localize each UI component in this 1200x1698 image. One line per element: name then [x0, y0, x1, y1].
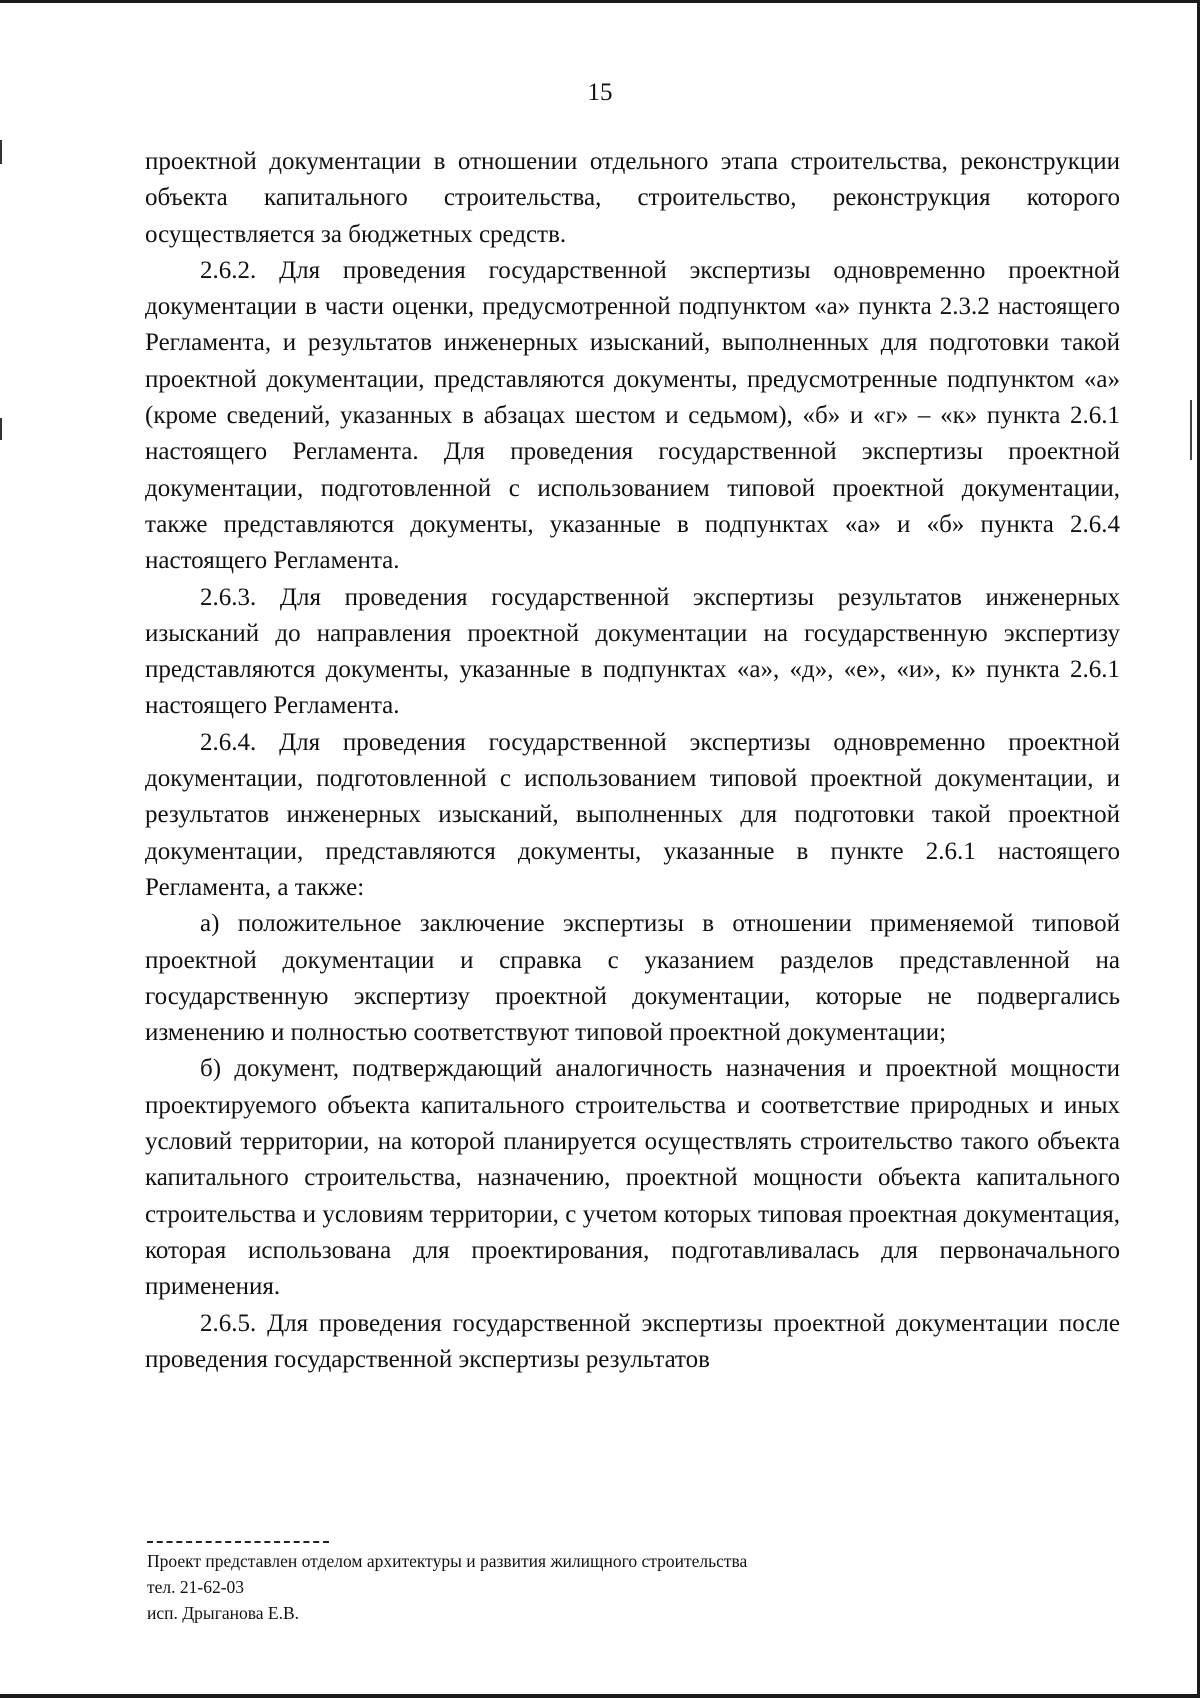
paragraph-item-a: а) положительное заключение экспертизы в отношении применяемой типовой проектной документации и справка с указанием разделов представленной на государственную экспертизу проектной документации, которые не подвергались изменению и полностью соответствуют типовой проектной документации;	[145, 910, 1120, 1047]
footnote-phone: тел. 21-62-03	[147, 1577, 245, 1597]
scan-edge-mark	[1190, 400, 1192, 460]
document-body	[145, 144, 1120, 1378]
scan-border-bottom	[0, 1694, 1200, 1698]
scan-border-top	[0, 0, 1200, 3]
footnote-separator	[147, 1541, 329, 1543]
footnote-executor: исп. Дрыганова Е.В.	[147, 1603, 300, 1623]
paragraph-2-6-5: 2.6.5. Для проведения государственной экспертизы проектной документации после проведения государственной экспертизы результатов	[145, 1309, 1120, 1373]
footnote	[147, 1548, 1047, 1626]
paragraph-2-6-2: 2.6.2. Для проведения государственной экспертизы одновременно проектной документации в части оценки, предусмотренной подпунктом «а» пункта 2.3.2 настоящего Регламента, и результатов инженерных изысканий, выполненных для подготовки такой проектной документации, представляются документы, предусмотренные подпунктом «а» (кроме сведений, указанных в абзацах шестом и седьмом), «б» и «г» – «к» пункта 2.6.1 настоящего Регламента. Для проведения государственной экспертизы проектной документации, подготовленной с использованием типовой проектной документации, также представляются документы, указанные в подпунктах «а» и «б» пункта 2.6.4 настоящего Регламента.	[145, 256, 1120, 575]
paragraph: проектной документации в отношении отдельного этапа строительства, реконструкции объекта капитального строительства, строительство, реконструкция которого осуществляется за бюджетных средств.	[145, 148, 1120, 248]
footnote-department: Проект представлен отделом архитектуры и развития жилищного строительства	[147, 1551, 748, 1571]
paragraph-item-b: б) документ, подтверждающий аналогичность назначения и проектной мощности проектируемого объекта капитального строительства и соответствие природных и иных условий территории, на которой планируется осуществлять строительство такого объекта капитального строительства, назначению, проектной мощности объекта капитального строительства и условиям территории, с учетом которых типовая проектная документация, которая использована для проектирования, подготавливалась для первоначального применения.	[145, 1055, 1120, 1301]
paragraph-2-6-4: 2.6.4. Для проведения государственной экспертизы одновременно проектной документации, подготовленной с использованием типовой проектной документации, и результатов инженерных изысканий, выполненных для подготовки такой проектной документации, представляются документы, указанные в пункте 2.6.1 настоящего Регламента, а также:	[145, 728, 1120, 901]
scan-edge-mark	[0, 418, 2, 440]
scan-edge-mark	[0, 140, 2, 164]
page-number: 15	[587, 79, 613, 106]
paragraph-2-6-3: 2.6.3. Для проведения государственной экспертизы результатов инженерных изысканий до направления проектной документации на государственную экспертизу представляются документы, указанные в подпунктах «а», «д», «е», «и», к» пункта 2.6.1 настоящего Регламента.	[145, 583, 1120, 720]
